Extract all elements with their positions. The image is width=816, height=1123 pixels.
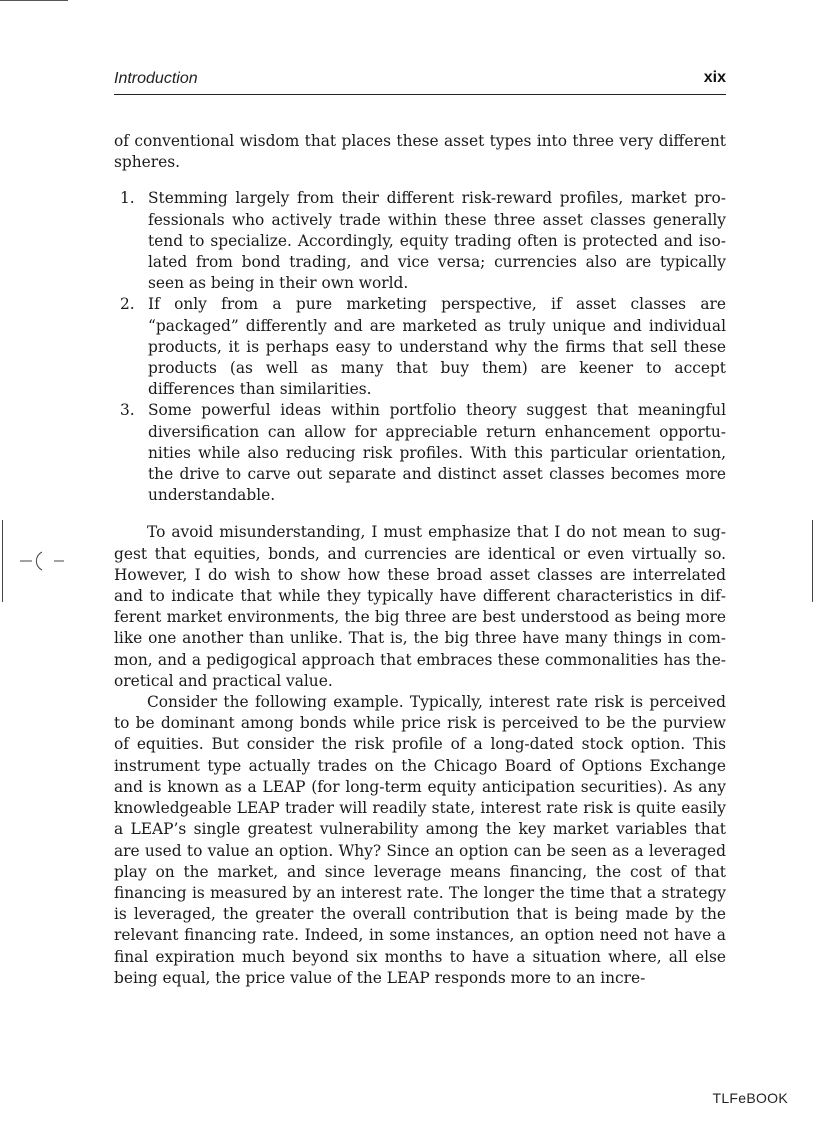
list-item-text: If only from a pure marketing perspective, if asset classes are “packaged” differently and are marketed as truly unique and individual products, it is perhaps easy to understand why the firms that sell these products (as well as many that buy them) are keener to accept differences than similarities. — [148, 295, 726, 399]
running-head — [114, 68, 726, 95]
chapter-title: Introduction — [114, 70, 198, 87]
numbered-list — [114, 188, 726, 506]
crop-mark-top — [0, 0, 68, 1]
list-number: 1. — [120, 189, 135, 208]
registration-mark-icon — [20, 546, 66, 576]
list-number: 3. — [120, 401, 135, 420]
list-number: 2. — [120, 295, 135, 314]
footer-watermark: TLFeBOOK — [712, 1090, 788, 1106]
list-item — [114, 400, 726, 506]
crop-mark-left — [2, 520, 3, 602]
list-item — [114, 188, 726, 294]
crop-mark-right — [812, 520, 813, 602]
list-item-text: Stemming largely from their different risk-reward profiles, market professionals who actively trade within these three asset classes generally tend to specialize. Accordingly, equity trading often is protected and isolated from bond trading, and vice versa; currencies also are typically seen as being in their own world. — [148, 189, 726, 293]
page-number: xix — [703, 69, 726, 86]
paragraph-leap-example: Consider the following example. Typically, interest rate risk is perceived to be dominant among bonds while price risk is perceived to be the purview of equities. But consider the risk profile of a long-dated stock option. This instrument type actually trades on the Chicago Board of Options Exchange and is known as a LEAP (for long-term equity anticipation securities). As any knowledgeable LEAP trader will readily state, interest rate risk is quite easily a LEAP’s single greatest vulnerability among the key market variables that are used to value an option. Why? Since an option can be seen as a leveraged play on the market, and since leverage means financing, the cost of that financing is measured by an interest rate. The longer the time that a strategy is leveraged, the greater the overall contribution that is being made by the relevant financing rate. Indeed, in some instances, an option need not have a final expiration much beyond six months to have a situation where, all else being equal, the price value of the LEAP responds more to an incre- — [114, 693, 726, 987]
list-item — [114, 294, 726, 400]
list-item-text: Some powerful ideas within portfolio theory suggest that meaningful diversification can allow for appreciable return enhancement opportunities while also reducing risk profiles. With this particular orientation, the drive to carve out separate and distinct asset classes becomes more understandable. — [148, 401, 726, 505]
paragraph-misunderstanding: To avoid misunderstanding, I must emphasize that I do not mean to suggest that equities, bonds, and currencies are identical or even virtually so. However, I do wish to show how these broad asset classes are interrelated and to indicate that while they typically have different characteristics in different market environments, the big three are best understood as being more like one another than unlike. That is, the big three have many things in common, and a pedigogical approach that embraces these commonalities has theoretical and practical value. — [114, 523, 726, 690]
body-text — [114, 131, 726, 989]
opening-paragraph: of conventional wisdom that places these asset types into three very different spheres. — [114, 132, 726, 172]
